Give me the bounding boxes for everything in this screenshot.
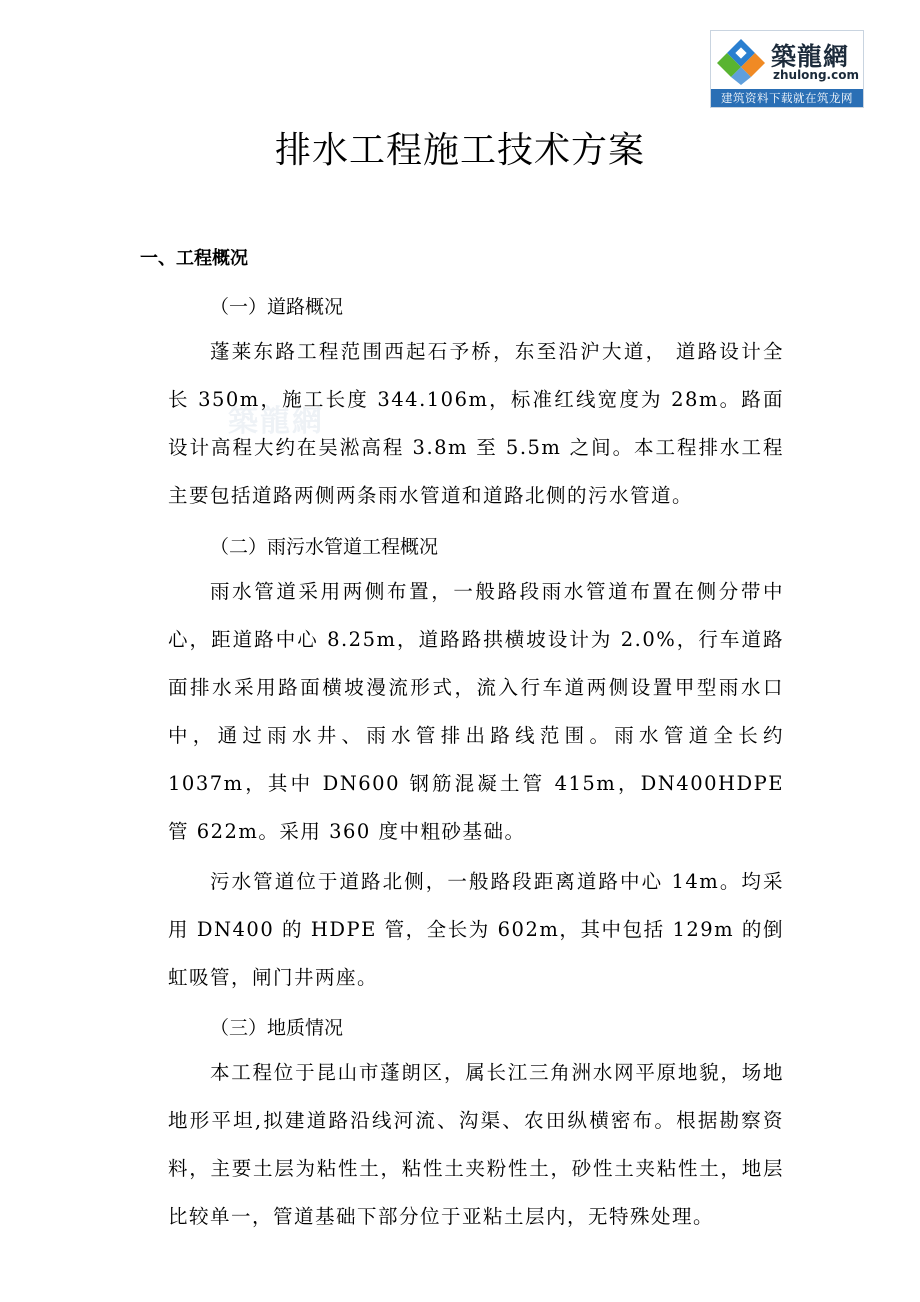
section-heading: 一、工程概况	[140, 248, 248, 269]
zhulong-mark-icon	[715, 37, 767, 87]
paragraph-geology: 本工程位于昆山市蓬朗区，属长江三角洲水网平原地貌，场地地形平坦,拟建道路沿线河流、沟渠、农田纵横密布。根据勘察资料，主要土层为粘性土，粘性土夹粉性土，砂性土夹粘性土，地层比较单一，管道基础下部分位于亚粘土层内，无特殊处理。	[168, 1061, 784, 1228]
logo-top	[711, 31, 863, 89]
paragraph-road-overview: 蓬莱东路工程范围西起石予桥，东至沿沪大道， 道路设计全长 350m，施工长度 344.106m，标准红线宽度为 28m。路面设计高程大约在吴淞高程 3.8m 至 5.5m 之间。本工程排水工程主要包括道路两侧两条雨水管道和道路北侧的污水管道。	[168, 340, 784, 507]
logo-slogan: 建筑资料下载就在筑龙网	[711, 89, 863, 107]
logo-name: 築龍網	[771, 42, 850, 71]
subsection-heading-road: （一）道路概况	[210, 296, 344, 318]
zhulong-logo[interactable]	[710, 30, 864, 108]
subsection-heading-geology: （三）地质情况	[210, 1017, 344, 1039]
logo-domain: zhulong.com	[773, 68, 859, 82]
paragraph-sewage-pipes: 污水管道位于道路北侧，一般路段距离道路中心 14m。均采用 DN400 的 HDPE 管，全长为 602m，其中包括 129m 的倒虹吸管，闸门井两座。	[168, 870, 784, 989]
watermark: 築龍網	[228, 404, 324, 439]
paragraph-rain-pipes: 雨水管道采用两侧布置，一般路段雨水管道布置在侧分带中心，距道路中心 8.25m，道路路拱横坡设计为 2.0%，行车道路面排水采用路面横坡漫流形式，流入行车道两侧设置甲型雨水口中，通过雨水井、雨水管排出路线范围。雨水管道全长约 1037m，其中 DN600 钢筋混凝土管 415m，DN400HDPE 管 622m。采用 360 度中粗砂基础。	[168, 580, 784, 843]
subsection-heading-pipes: （二）雨污水管道工程概况	[210, 536, 439, 558]
document-title: 排水工程施工技术方案	[274, 130, 645, 171]
